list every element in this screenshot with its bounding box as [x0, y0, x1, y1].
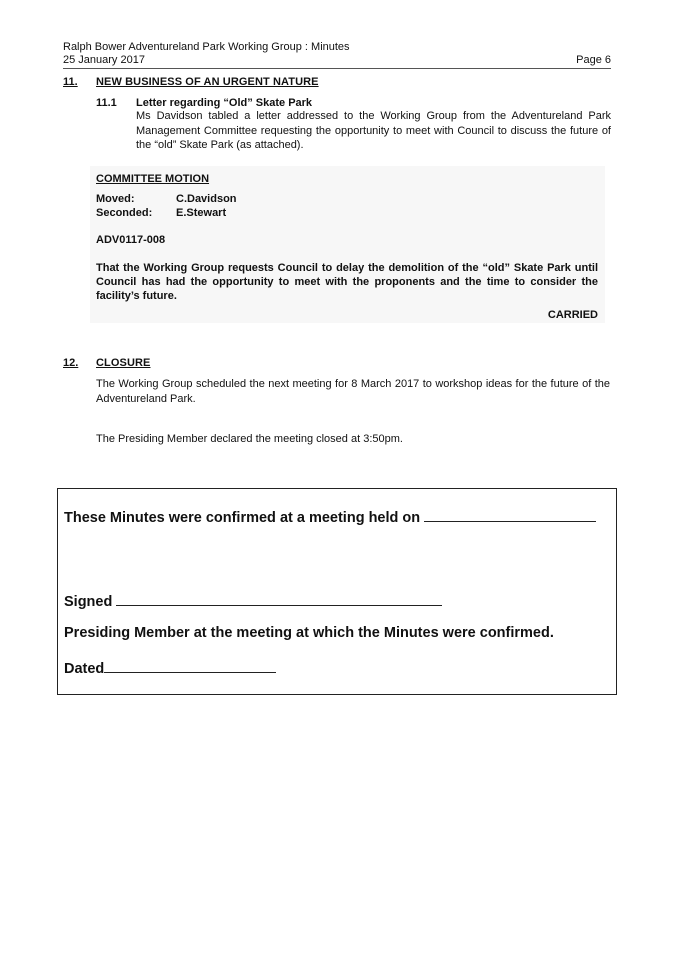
section-11-title: NEW BUSINESS OF AN URGENT NATURE: [96, 76, 319, 88]
dated-label: Dated: [64, 661, 105, 677]
signed-label: Signed: [64, 594, 113, 610]
item-11-1-title: Letter regarding “Old” Skate Park: [136, 97, 313, 109]
meeting-date: 25 January 2017: [63, 54, 145, 66]
confirmed-at-meeting-line: [64, 508, 596, 526]
section-11-number: 11.: [63, 76, 78, 88]
date-blank[interactable]: [104, 659, 276, 673]
item-11-1-number: 11.1: [96, 97, 117, 109]
motion-result: CARRIED: [547, 309, 598, 321]
moved-by: C.Davidson: [176, 193, 237, 205]
motion-text: That the Working Group requests Council to delay the demolition of the “old” Skate Park until Council has had the opportunity to meet with the proponents and the time to consider the facility’s future.: [96, 262, 598, 302]
header-divider: [63, 68, 611, 69]
closure-paragraph: The Working Group scheduled the next meeting for 8 March 2017 to workshop ideas for the future of the Adventureland Park.: [96, 378, 610, 405]
motion-heading: COMMITTEE MOTION: [96, 173, 210, 185]
document-title: Ralph Bower Adventureland Park Working Group : Minutes: [63, 41, 350, 53]
seconded-by: E.Stewart: [176, 207, 227, 219]
motion-reference: ADV0117-008: [96, 234, 166, 246]
section-12-number: 12.: [63, 357, 79, 369]
signature-blank[interactable]: [116, 592, 442, 606]
item-11-1-body: Ms Davidson tabled a letter addressed to the Working Group from the Adventureland Park Management Committee requesting the opportunity to meet with Council to discuss the future of the “old” Skate Park (as attached).: [136, 110, 611, 151]
signed-line: [64, 592, 442, 610]
confirmed-text: These Minutes were confirmed at a meeting held on: [64, 510, 421, 526]
seconded-label: Seconded:: [96, 207, 153, 219]
moved-label: Moved:: [96, 193, 135, 205]
section-12-title: CLOSURE: [96, 357, 151, 369]
dated-line: [64, 659, 276, 677]
presiding-member-text: Presiding Member at the meeting at which the Minutes were confirmed.: [64, 625, 554, 641]
page-number: Page 6: [576, 54, 611, 66]
meeting-date-blank[interactable]: [424, 508, 596, 522]
meeting-closed-statement: The Presiding Member declared the meeting closed at 3:50pm.: [96, 433, 403, 445]
